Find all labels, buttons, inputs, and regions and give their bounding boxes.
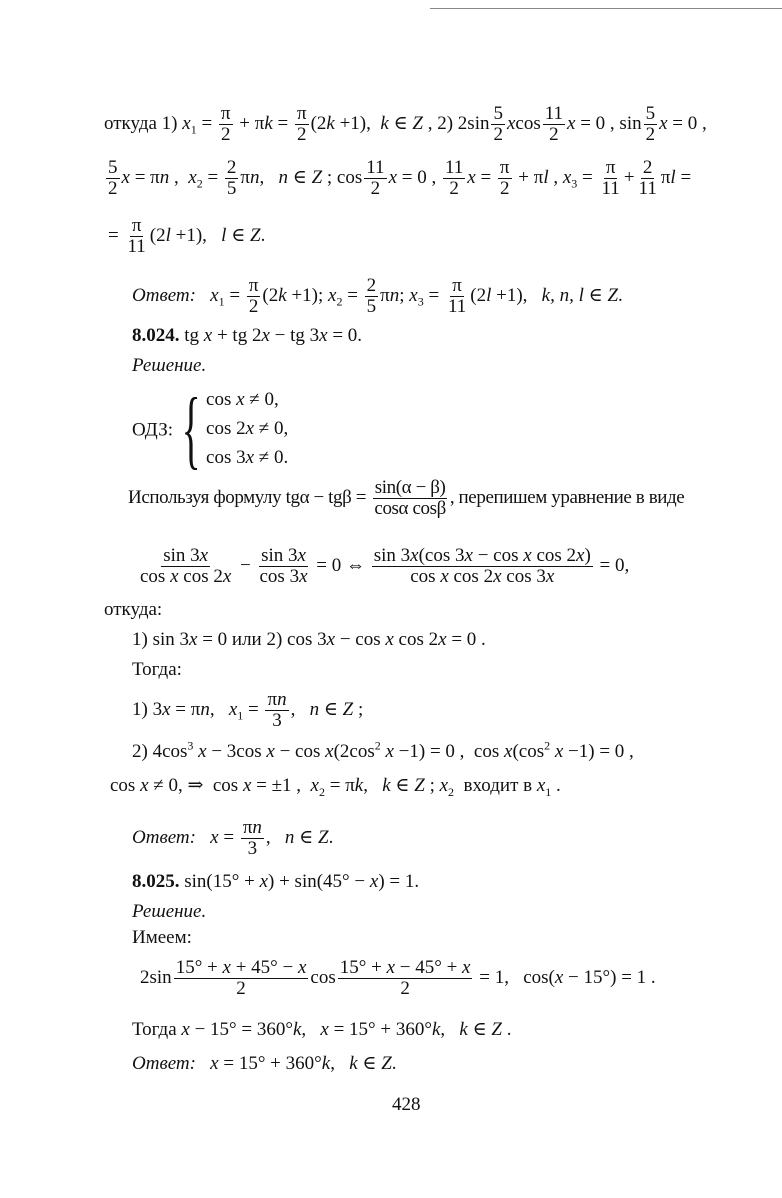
main-equation: $\frac{\sin 3x}{\text{cos x cos 2x}}$ − $\frac{\sin 3x}{\cos 3x}$ = 0 ⇔ $\frac{\text{sin 3x(cos 3x − cos x cos 2x)}}{\text{cos x cos 2x cos 3x}}$ = 0, [140, 545, 630, 587]
equation-8-025: 2sin $\frac{15^\circ + x + 45^\circ - x}{2}$ cos $\frac{15^\circ + x - 45^\circ + x}{2}$ = 1, cos(x − 15°) = 1 . [140, 957, 656, 999]
answer-1: Ответ: $x_1$ = $\frac{\pi}{2}$ (2k +1); $x_2$ = $\frac{2}{5}$ πn; $x_3$ = $\frac{\pi}{11}$ (2l +1), k, n, l ∈ Z. [132, 275, 623, 317]
answer-2: Ответ: x = $\frac{\pi n}{3}$ , n ∈ Z. [132, 817, 334, 859]
otkuda-label: откуда: [104, 599, 163, 620]
solution-line-2: $\frac{5}{2}$ x = πn , $x_2$ = $\frac{2}{5}$ πn, n ∈ Z ; cos $\frac{11}{2}$ x = 0 , $\frac{11}{2}$ x = $\frac{\pi}{2}$ + πl , $x_3$ = $\frac{\pi}{11}$ + $\frac{2}{11}$ πl = [108, 157, 692, 199]
cases-line: 1) sin 3x = 0 или 2) cos 3x − cos x cos 2x = 0 . [132, 629, 486, 650]
case-2-result: cos x ≠ 0, ⇒ cos x = ±1 , $x_2 = \pi k$, k ∈ Z ; $x_2$ входит в $x_1$ . [110, 775, 561, 799]
odz-system [132, 381, 289, 478]
imeem-label: Имеем: [132, 927, 192, 948]
togda-label: Тогда: [132, 659, 182, 680]
page-number: 428 [392, 1094, 421, 1115]
case-2: 2) $4\cos^3$ x − 3cos $x - \cos x(2\cos^2$ x −1) = 0 , $\cos x(\cos^2$ x −1) = 0 , [132, 738, 634, 762]
odz-condition-3: cos 3x ≠ 0. [206, 447, 289, 468]
solution-line-1: откуда 1) $x_1$ = $\frac{\pi}{2}$ + πk = $\frac{\pi}{2}$ (2k +1), k ∈ Z , 2) 2sin $\frac{5}{2}$ xcos $\frac{11}{2}$ x = 0 , sin $\frac{5}{2}$ x = 0 , [104, 103, 707, 145]
solution-heading-1: Решение. [132, 355, 207, 376]
togda-8-025: Тогда x − 15° = 360°k, x = 15° + 360°k, k ∈ Z . [132, 1019, 512, 1040]
case-1: 1) 3x = πn, $x_1$ = $\frac{\pi n}{3}$ , n ∈ Z ; [132, 689, 364, 731]
answer-3: Ответ: x = 15° + 360°k, k ∈ Z. [132, 1053, 397, 1074]
odz-condition-1: cos x ≠ 0, [206, 389, 279, 410]
formula-intro: Используя формулу tgα − tgβ = $\frac{\sin(\alpha - \beta)}{\text{cosα cosβ}}$ , перепишем уравнение в виде [128, 477, 685, 519]
solution-line-3: = $\frac{\pi}{11}$ (2l +1), l ∈ Z. [108, 215, 266, 257]
odz-condition-2: cos 2x ≠ 0, [206, 418, 289, 439]
problem-8-025: 8.025. sin(15° + x) + sin(45° − x) = 1. [132, 871, 420, 892]
solution-heading-2: Решение. [132, 901, 207, 922]
problem-8-024: 8.024. tg x + tg 2x − tg 3x = 0. [132, 325, 363, 346]
odz-label: ОДЗ: [132, 419, 174, 441]
brace-icon: { [181, 381, 201, 478]
